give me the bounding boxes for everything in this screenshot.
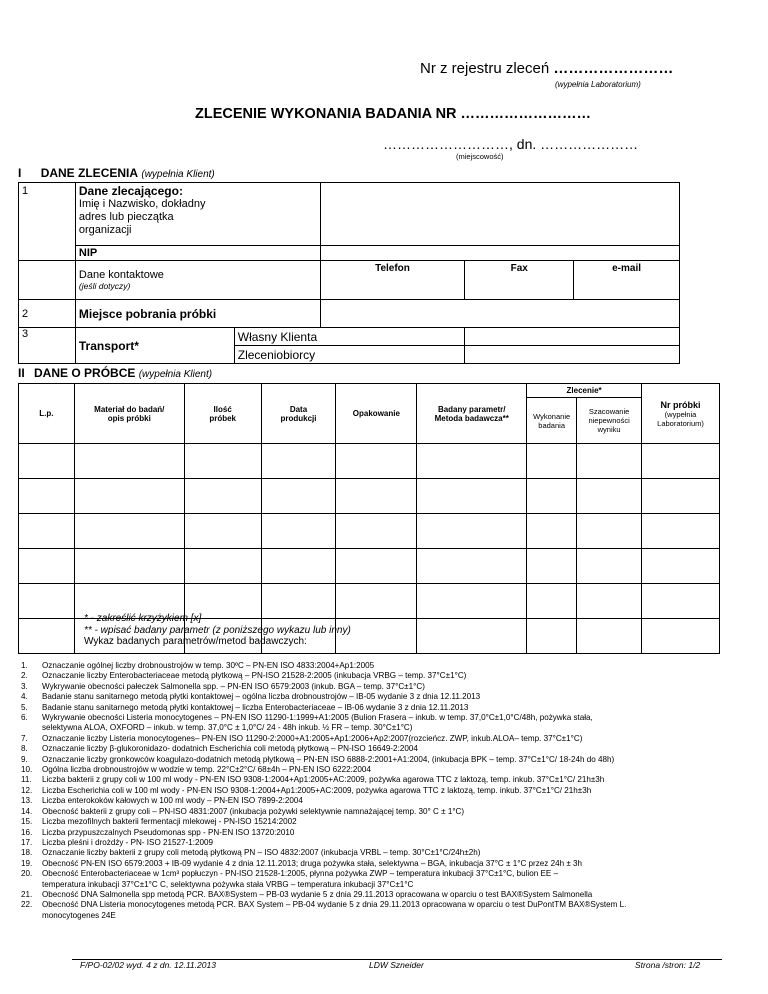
sampling-field[interactable] (320, 300, 679, 328)
section1-title: DANE ZLECENIA (40, 166, 139, 180)
col-production-date (261, 384, 336, 444)
methods-list-title: Wykaz badanych parametrów/metod badawczych: (84, 636, 307, 647)
list-item-number: 4. (21, 692, 28, 702)
list-item (21, 786, 721, 796)
list-item-text: Obecność DNA Listeria monocytogenes metodą PCR. BAX System – PB-04 wydanie 5 z dnia 29.11.2013 opracowana w oparciu o test DuPontTM BAX®System L. (42, 900, 627, 910)
client-data-table (18, 182, 680, 364)
table-row[interactable] (19, 444, 720, 479)
transport-own-checkbox[interactable] (465, 328, 680, 346)
list-item (21, 734, 721, 744)
section1-note: (wypełnia Klient) (141, 169, 215, 180)
registry-line (420, 60, 673, 77)
list-item-number: 6. (21, 713, 28, 723)
list-item (21, 755, 721, 765)
list-item (21, 869, 721, 879)
section1-roman: I (18, 166, 22, 180)
list-item (21, 713, 721, 723)
list-item-text: Liczba Escherichia coli w 100 ml wody - PN-EN ISO 9308-1:2004+Ap1:2005+AC:2009, pożywka agarowa TTC z laktozą, temp. inkub. 37°C±1°C/ 21h±3h (42, 785, 592, 795)
fax-label: Fax (510, 263, 528, 274)
footnote-star2: ** - wpisać badany parametr (z poniższego wykazu lub inny) (84, 624, 351, 636)
col-production-date-label: Data produkcji (280, 404, 317, 423)
col-execution: Wykonanie badania (527, 398, 577, 444)
col-sample-number-label: Nr próbki (660, 399, 701, 410)
list-item-text: Obecność DNA Salmonella spp metodą PCR. BAX®System – PB-03 wydanie 5 z dnia 29.11.2013 opracowana w oparciu o test BAX®System Salmonella (42, 889, 593, 899)
section2-title: DANE O PRÓBCE (34, 366, 136, 380)
list-item-text: Liczba enterokoków kałowych w 100 ml wody – PN-EN ISO 7899-2:2004 (42, 796, 303, 806)
sampling-label: Miejsce pobrania próbki (75, 300, 320, 328)
list-item-text: Obecność Enterobacteriaceae w 1cm³ popłuczyn - PN-ISO 21528-1:2005, płynna pożywka ZWP – temperatura inkubacji 37°C±1°C, bulion EE – (42, 869, 558, 879)
row-number-2: 2 (19, 300, 76, 328)
list-item-text: Liczba przypuszczalnych Pseudomonas spp - PN-EN ISO 13720:2010 (42, 827, 295, 837)
list-item-number: 16. (21, 827, 33, 837)
list-item-number: 2. (21, 671, 28, 681)
list-item-number: 13. (21, 796, 33, 806)
col-quantity (184, 384, 261, 444)
list-item (21, 848, 721, 858)
list-item-number: 3. (21, 681, 28, 691)
table-row[interactable] (19, 514, 720, 549)
transport-option-contractor: Zleceniobiorcy (234, 346, 465, 364)
transport-label: Transport* (75, 328, 234, 364)
phone-field[interactable] (320, 261, 465, 300)
list-item (21, 859, 721, 869)
col-sample-number-note: (wypełnia Laboratorium) (657, 409, 704, 428)
list-item-number: 1. (21, 661, 28, 670)
list-item-text: temperatura inkubacji 37°C±1°C C, selektywna pożywka stała VRBG – temperatura inkubacji 37°C±1°C (42, 879, 414, 889)
nip-field[interactable] (320, 246, 679, 261)
list-item-text: Oznaczanie liczby β-glukoronidazo- dodatnich Escherichia coli metodą płytkową – PN-ISO 16649-2:2004 (42, 744, 418, 754)
transport-option-own: Własny Klienta (234, 328, 465, 346)
section2-note: (wypełnia Klient) (138, 369, 213, 380)
client-name-label: Imię i Nazwisko, dokładny adres lub pieczątka organizacji (78, 198, 206, 236)
list-item-text: Liczba pleśni i drożdży - PN- ISO 21527-1:2009 (42, 837, 213, 847)
footer-company: LDW Szneider (369, 960, 424, 970)
contact-label: Dane kontaktowe (78, 269, 164, 281)
list-item (21, 911, 721, 921)
list-item-number: 20. (21, 869, 33, 879)
list-item (21, 682, 721, 692)
list-item-text: Obecność bakterii z grupy coli – PN-ISO 4831:2007 (inkubacja pożywki selektywnie namnażającej temp. 30° C ± 1°C) (42, 806, 465, 816)
list-item (21, 692, 721, 702)
list-item-text: Oznaczanie ogólnej liczby drobnoustrojów w temp. 30ºC – PN-EN ISO 4833:2004+Ap1:2005 (42, 661, 375, 670)
list-item-number: 5. (21, 702, 28, 712)
list-item (21, 890, 721, 900)
list-item (21, 671, 721, 681)
list-item-number: 10. (21, 765, 33, 775)
list-item-text: Ogólna liczba drobnoustrojów w wodzie w temp. 22°C±2°C/ 68±4h – PN-EN ISO 6222:2004 (42, 765, 371, 775)
section2-roman: II (18, 366, 25, 380)
list-item-number: 22. (21, 900, 33, 910)
list-item (21, 880, 721, 890)
col-uncertainty: Szacowanie niepewności wyniku (577, 398, 642, 444)
list-item-number: 9. (21, 754, 28, 764)
list-item (21, 817, 721, 827)
list-item-number: 12. (21, 785, 33, 795)
list-item-number: 8. (21, 744, 28, 754)
nip-label: NIP (75, 246, 320, 261)
col-sample-number (642, 384, 720, 444)
section1-heading (18, 166, 215, 180)
place-note: (miejscowość) (456, 152, 504, 161)
client-name-label-cell (75, 183, 320, 246)
list-item-number: 15. (21, 817, 33, 827)
col-lp: L.p. (19, 384, 75, 444)
list-item-text: Wykrywanie obecności Listeria monocytogenes – PN-EN ISO 11290-1:1999+A1:2005 (Bulion Frasera – inkub. w temp. 37,0°C±1,0°C/48h, pożywka stała, (42, 713, 593, 723)
list-item-text: Oznaczanie liczby Enterobacteriaceae metodą płytkową – PN-ISO 21528-2:2005 (inkubacja VRBG – temp. 37°C±1°C) (42, 671, 467, 681)
client-name-field[interactable] (320, 183, 679, 246)
col-material-label: Materiał do badań/ opis próbki (94, 404, 165, 423)
list-item (21, 703, 721, 713)
list-item (21, 744, 721, 754)
registry-dots: …………………… (553, 60, 674, 77)
list-item-text: Badanie stanu sanitarnego metodą płytki kontaktowej – liczba Enterobacteriaceae – IB-06 wydanie 3 z dnia 12.11.2013 (42, 702, 469, 712)
list-item-number: 18. (21, 848, 33, 858)
col-parameter (417, 384, 527, 444)
contact-number-cell (19, 261, 76, 300)
col-packaging: Opakowanie (336, 384, 417, 444)
place-date-line: ………………………, dn. ………………… (383, 136, 639, 152)
list-item (21, 765, 721, 775)
list-item-text: Liczba mezofilnych bakterii fermentacji mlekowej - PN-ISO 15214:2002 (42, 817, 297, 827)
footer-page-number: Strona /stron: 1/2 (635, 960, 701, 970)
col-parameter-label: Badany parametr/ Metoda badawcza** (434, 404, 509, 423)
page-title: ZLECENIE WYKONANIA BADANIA NR ……………………… (195, 106, 592, 122)
col-order: Zlecenie* (527, 384, 642, 398)
list-item-text: Oznaczanie liczby bakterii z grupy coli metodą płytkową PN – ISO 4832:2007 (inkubacja VRBL – temp. 30°C±1°C/24h±2h) (42, 848, 481, 858)
list-item-number: 17. (21, 837, 33, 847)
list-item (21, 838, 721, 848)
list-item-number (21, 880, 42, 890)
email-label: e-mail (612, 263, 642, 274)
registry-label: Nr z rejestru zleceń (420, 60, 550, 77)
list-item (21, 807, 721, 817)
email-field[interactable] (574, 261, 680, 300)
list-item-number: 14. (21, 806, 33, 816)
contact-label-cell (75, 261, 320, 300)
methods-list (21, 661, 721, 921)
fax-field[interactable] (465, 261, 574, 300)
footnote-star1: * - zakreślić krzyżykiem [x] (84, 613, 202, 624)
list-item-text: Oznaczanie liczby gronkowców koagulazo-dodatnich metodą płytkową – PN-EN ISO 6888-2:2001+A1:2004, (inkubacja BPK – temp. 37°C±1°C/ 18-24h do 48h) (42, 754, 615, 764)
registry-note: (wypełnia Laboratorium) (555, 80, 641, 89)
row-number-1: 1 (19, 183, 76, 261)
footer-doc-id: F/PO-02/02 wyd. 4 z dn. 12.11.2013 (80, 960, 216, 970)
list-item-text: monocytogenes 24E (42, 910, 116, 920)
list-item-number: 19. (21, 858, 33, 868)
list-item (21, 661, 721, 671)
client-heading: Dane zlecającego: (78, 184, 183, 198)
list-item-number: 7. (21, 733, 28, 743)
list-item (21, 775, 721, 785)
table-row[interactable] (19, 479, 720, 514)
phone-label: Telefon (375, 263, 410, 274)
list-item-number (21, 723, 42, 733)
list-item (21, 723, 721, 733)
list-item-text: Obecność PN-EN ISO 6579:2003 + IB-09 wydanie 4 z dnia 12.11.2013; druga pożywka stała, selektywna – BGA, inkubacja 37°C ± 1°C przez 24h ± 3h (42, 858, 583, 868)
col-quantity-label: Ilość próbek (209, 404, 236, 423)
list-item-number: 21. (21, 889, 33, 899)
list-item-text: Badanie stanu sanitarnego metodą płytki kontaktowej – ogólna liczba drobnoustrojów – IB-05 wydanie 3 z dnia 12.11.2013 (42, 692, 481, 702)
list-item-number: 11. (21, 775, 32, 785)
transport-contractor-checkbox[interactable] (465, 346, 680, 364)
list-item (21, 828, 721, 838)
list-item-number (21, 911, 42, 921)
footnotes (84, 613, 351, 648)
col-material (74, 384, 184, 444)
list-item (21, 900, 721, 910)
list-item (21, 796, 721, 806)
section2-heading (18, 366, 212, 380)
list-item-text: Wykrywanie obecności pałeczek Salmonella spp. – PN-EN ISO 6579:2003 (inkub. BGA – temp. 37°C±1°C) (42, 681, 425, 691)
table-row[interactable] (19, 549, 720, 584)
list-item-text: Oznaczanie liczby Listeria monocytogenes– PN-EN ISO 11290-2:2000+A1:2005+Ap1:2006+Ap2:2007(rozcieńcz. ZWP, inkub.ALOA– temp. 37°C±1°C) (42, 733, 583, 743)
list-item-text: selektywna ALOA, OXFORD – inkub. w temp. 37,0°C ± 1,0°C/ 24 - 48h inkub. ½ FR – temp. 30°C±1°C) (42, 723, 413, 733)
list-item-text: Liczba bakterii z grupy coli w 100 ml wody - PN-EN ISO 9308-1:2004+Ap1:2005+AC:2009, pożywka agarowa TTC z laktozą, temp. inkub. 37°C±1°C/ 21h±3h (42, 775, 605, 785)
row-number-3: 3 (19, 328, 76, 364)
contact-note: (jeśli dotyczy) (78, 281, 131, 291)
